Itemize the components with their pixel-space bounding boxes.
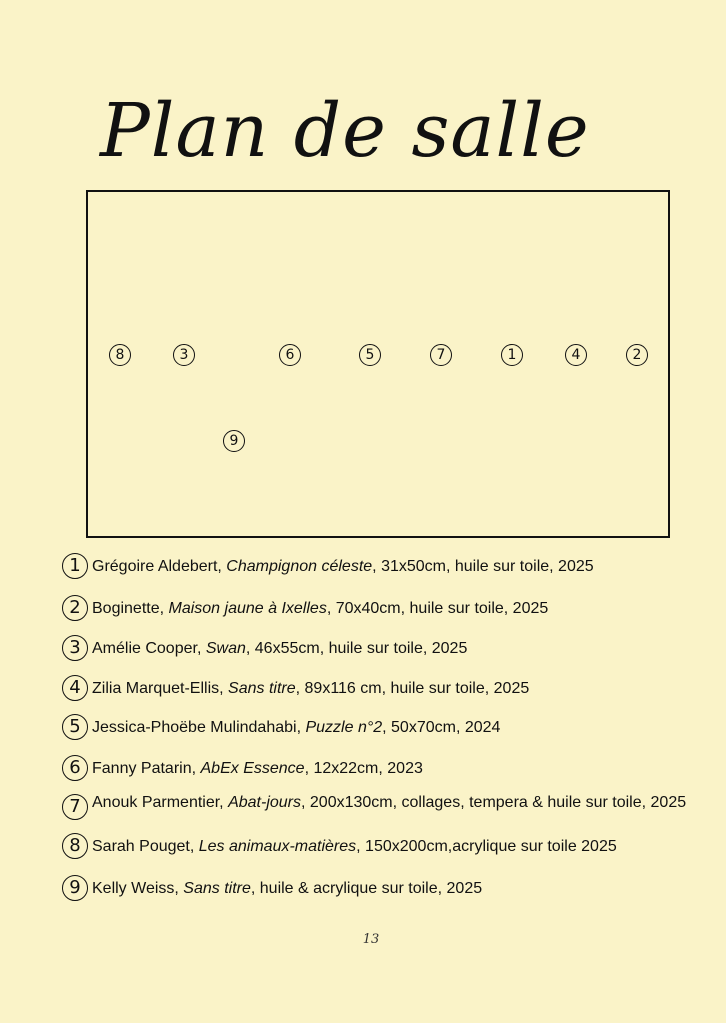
artwork-details: , 50x70cm, 2024 — [382, 719, 501, 736]
plan-marker-6: 6 — [279, 344, 301, 366]
legend-text — [92, 880, 712, 898]
artwork-title: Maison jaune à Ixelles — [168, 600, 327, 617]
plan-marker-1: 1 — [501, 344, 523, 366]
artist-name: Grégoire Aldebert, — [92, 558, 227, 575]
legend-number: 6 — [62, 755, 88, 781]
plan-marker-4: 4 — [565, 344, 587, 366]
artwork-title: Puzzle n°2 — [305, 719, 383, 736]
legend-text — [92, 558, 712, 576]
artwork-details: , 89x116 cm, huile sur toile, 2025 — [295, 680, 530, 697]
artwork-title: Champignon céleste — [226, 558, 373, 575]
page-number: 13 — [362, 932, 380, 947]
legend-number: 5 — [62, 714, 88, 740]
artist-name: Boginette, — [92, 600, 169, 617]
legend-text — [92, 600, 712, 618]
artist-name: Anouk Parmentier, — [92, 794, 229, 811]
artwork-title: Sans titre — [228, 680, 296, 697]
plan-marker-3: 3 — [173, 344, 195, 366]
artwork-title: Sans titre — [183, 880, 251, 897]
artist-name: Sarah Pouget, — [92, 838, 199, 855]
legend-text — [92, 794, 712, 812]
legend-text — [92, 640, 712, 658]
legend-text — [92, 680, 712, 698]
artwork-title: Les animaux-matières — [198, 838, 357, 855]
page-title: Plan de salle — [100, 88, 590, 174]
plan-marker-2: 2 — [626, 344, 648, 366]
plan-marker-9: 9 — [223, 430, 245, 452]
legend-number: 2 — [62, 595, 88, 621]
legend-number: 4 — [62, 675, 88, 701]
artwork-details: , 70x40cm, huile sur toile, 2025 — [326, 600, 549, 617]
artwork-details: , 12x22cm, 2023 — [304, 760, 423, 777]
artist-name: Amélie Cooper, — [92, 640, 206, 657]
plan-marker-8: 8 — [109, 344, 131, 366]
artwork-details: , 150x200cm,acrylique sur toile 2025 — [356, 838, 617, 855]
legend-text — [92, 760, 712, 778]
plan-marker-5: 5 — [359, 344, 381, 366]
legend-text — [92, 838, 712, 856]
artist-name: Fanny Patarin, — [92, 760, 201, 777]
legend-number: 7 — [62, 794, 88, 820]
artwork-details: , huile & acrylique sur toile, 2025 — [250, 880, 483, 897]
floor-plan — [86, 190, 670, 538]
artwork-details: , 46x55cm, huile sur toile, 2025 — [245, 640, 468, 657]
legend-number: 8 — [62, 833, 88, 859]
artist-name: Kelly Weiss, — [92, 880, 184, 897]
artwork-details: , 31x50cm, huile sur toile, 2025 — [372, 558, 594, 575]
artwork-title: AbEx Essence — [200, 760, 305, 777]
plan-marker-7: 7 — [430, 344, 452, 366]
artist-name: Zilia Marquet-Ellis, — [92, 680, 229, 697]
legend-text — [92, 719, 712, 737]
legend-number: 9 — [62, 875, 88, 901]
artwork-title: Swan — [205, 640, 246, 657]
legend-number: 3 — [62, 635, 88, 661]
legend-number: 1 — [62, 553, 88, 579]
artwork-title: Abat-jours — [228, 794, 301, 811]
artist-name: Jessica-Phoëbe Mulindahabi, — [92, 719, 306, 736]
artwork-details: , 200x130cm, collages, tempera & huile sur toile, 2025 — [301, 794, 687, 811]
